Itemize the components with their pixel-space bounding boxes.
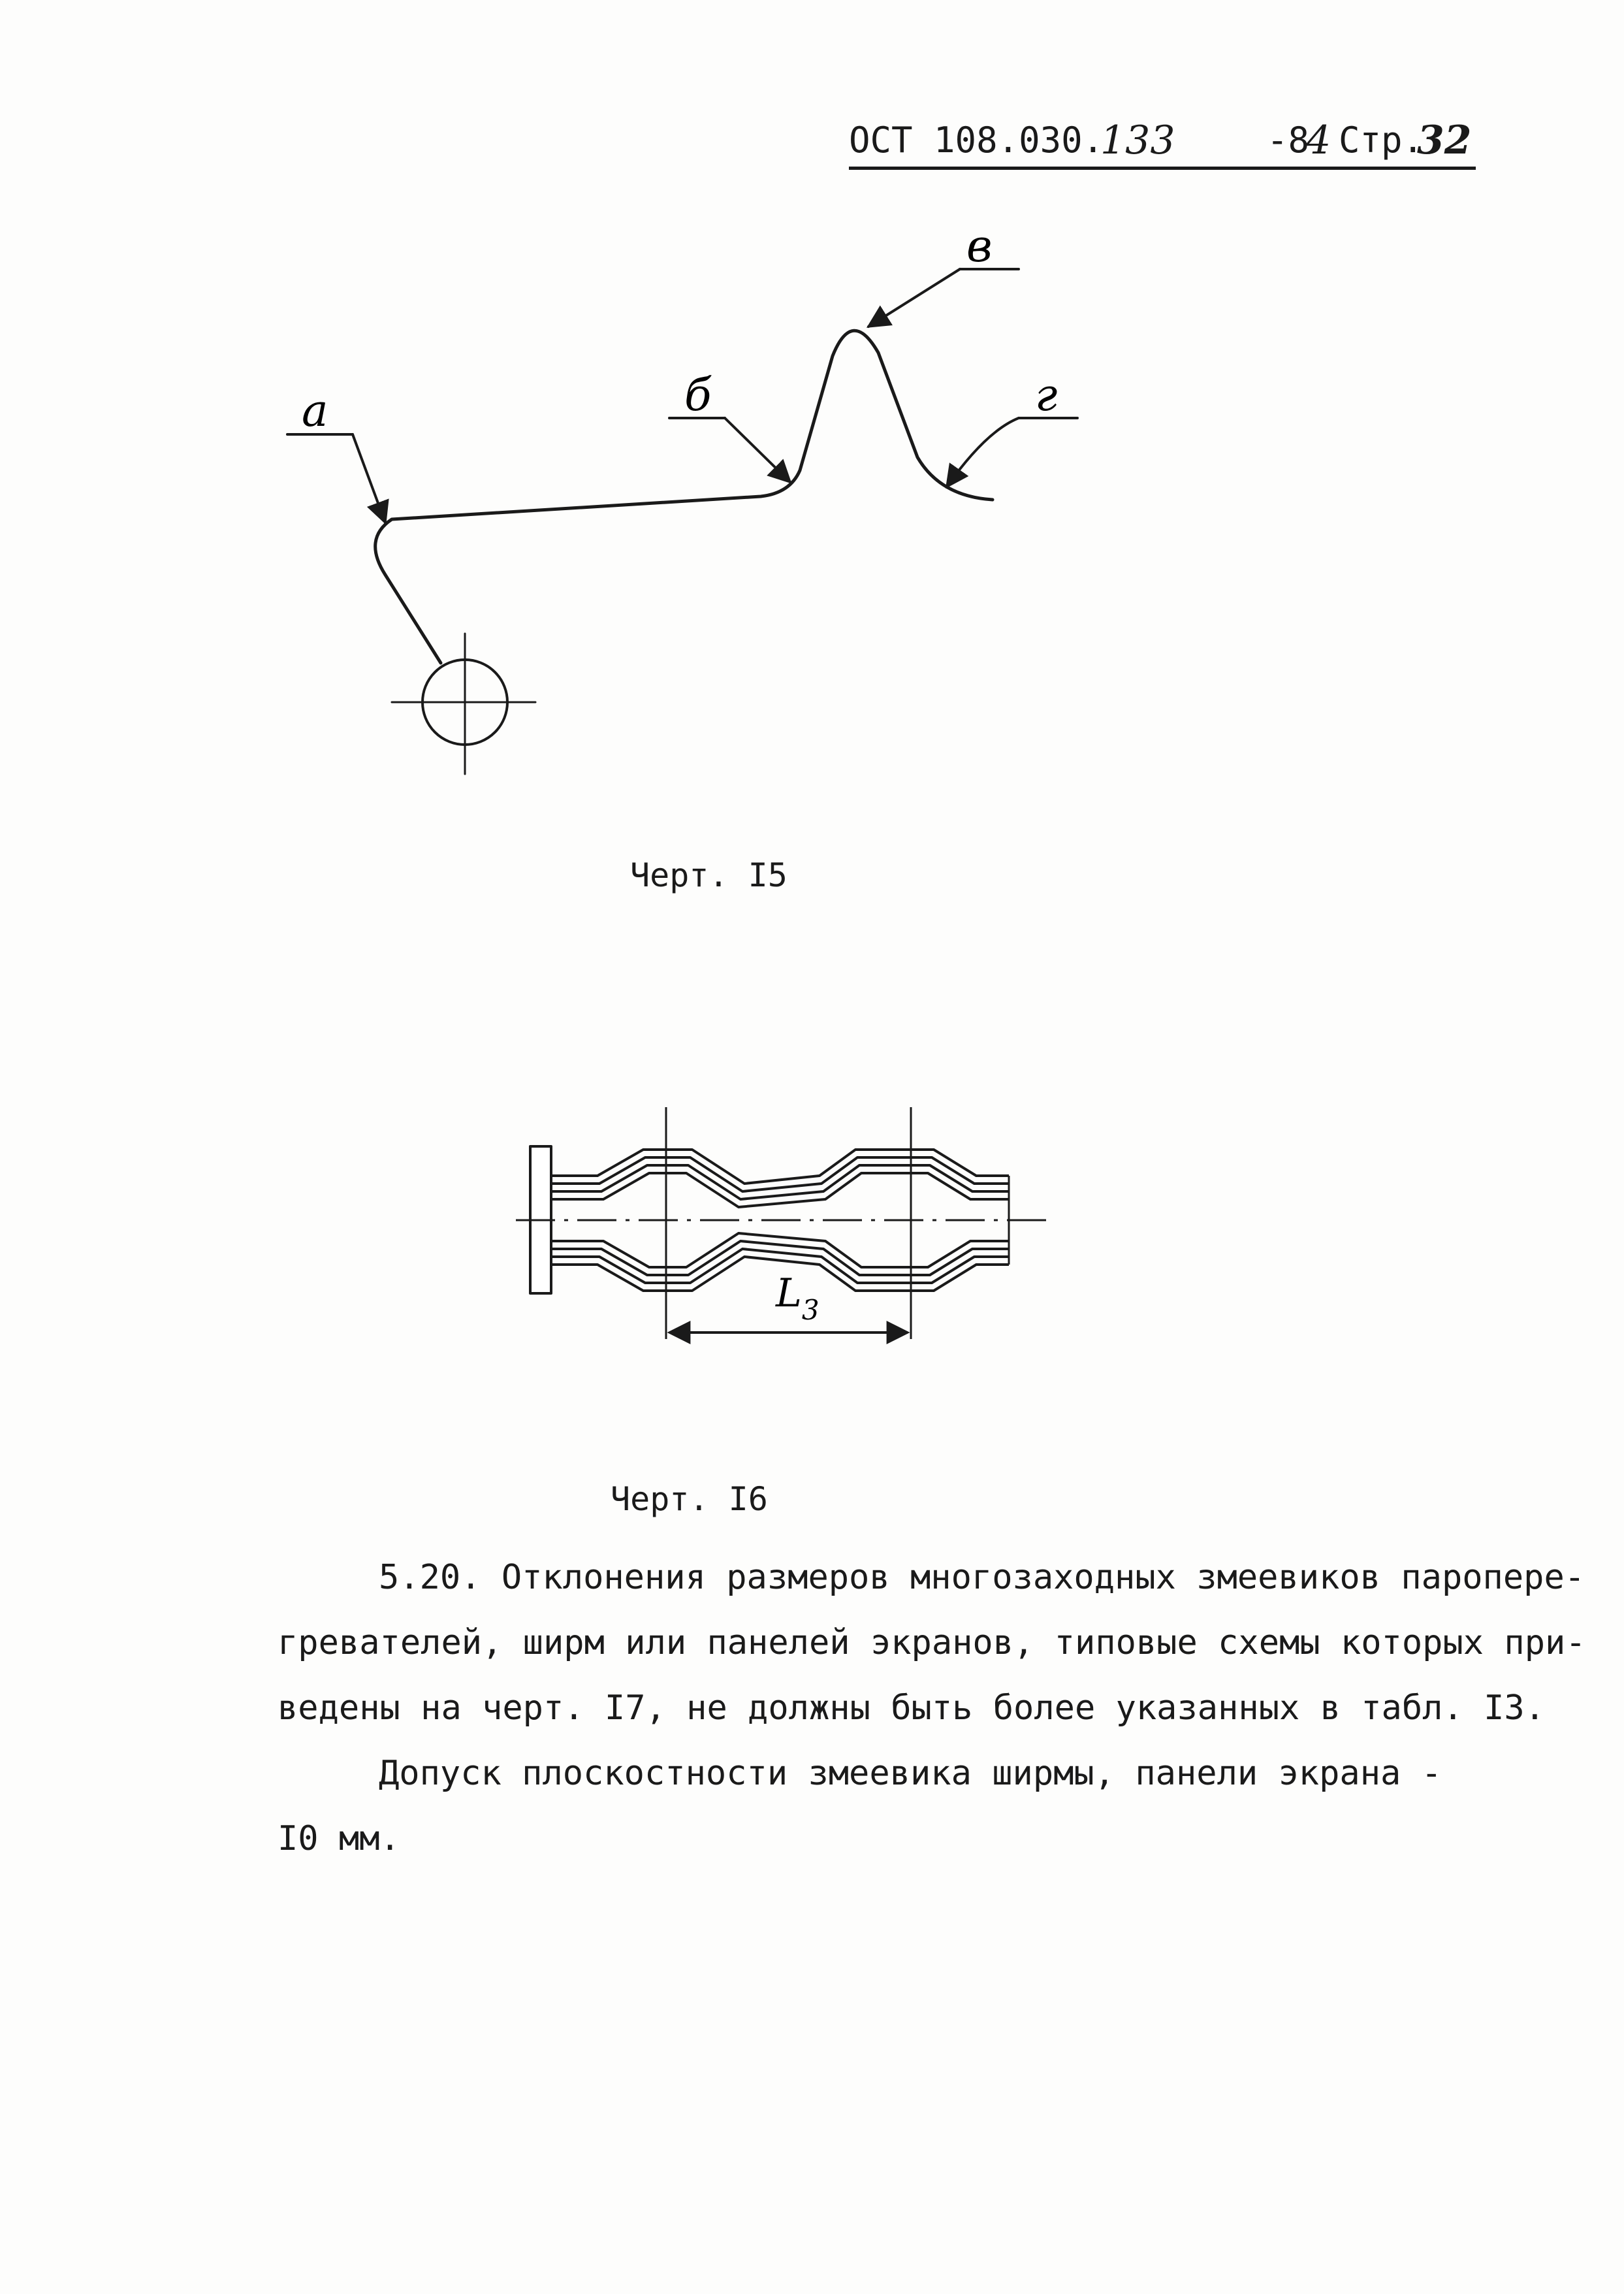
figure-15-drawing [287, 269, 1077, 774]
label-b: б [684, 370, 712, 421]
doc-code: ОСТ 108.030. [849, 120, 1104, 161]
leader-g-arrow [947, 418, 1019, 487]
label-g: г [1035, 370, 1058, 421]
upper-tube-1 [551, 1150, 1009, 1184]
paragraph-5-20-line-3: ведены на черт. I7, не должны быть более указанных в табл. I3. [278, 1688, 1546, 1728]
leader-a-arrow [353, 434, 385, 523]
figure-16-caption: Черт. I6 [611, 1480, 768, 1518]
label-v: в [966, 221, 993, 272]
paragraph-tolerance-line-1: Допуск плоскостности змеевика ширмы, панели экрана - [379, 1754, 1442, 1793]
page-label: Стр. [1339, 120, 1424, 161]
dimension-label-l3: $L_3$ [776, 1270, 820, 1326]
paragraph-tolerance-line-2: I0 мм. [278, 1819, 400, 1858]
leader-b-arrow [725, 418, 790, 482]
upper-tube-4 [551, 1173, 1009, 1207]
upper-tube-3 [551, 1165, 1009, 1199]
doc-year-digit: 4 [1306, 118, 1331, 163]
paragraph-5-20-line-2: гревателей, ширм или панелей экранов, типовые схемы которых при- [278, 1623, 1586, 1662]
page-number: 32 [1417, 118, 1472, 163]
figure-15-caption: Черт. I5 [630, 856, 788, 894]
lower-tube-1 [551, 1233, 1009, 1267]
doc-number: 133 [1100, 118, 1175, 163]
doc-year-prefix: -8 [1267, 120, 1310, 161]
leader-v-arrow [868, 269, 960, 327]
paragraph-5-20-line-1: 5.20. Отклонения размеров многозаходных змеевиков паропере- [379, 1558, 1585, 1597]
label-a: а [302, 385, 328, 437]
